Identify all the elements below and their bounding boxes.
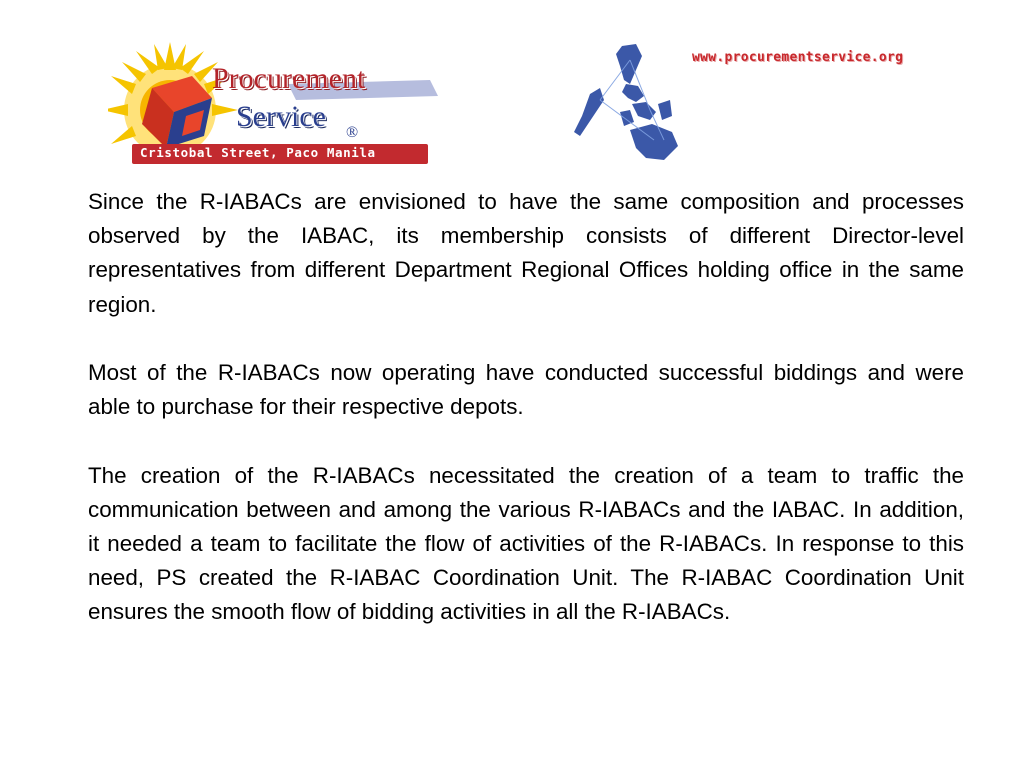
philippines-map-icon (560, 40, 700, 166)
address-text: Cristobal Street, Paco Manila (140, 145, 376, 160)
header-banner (108, 40, 950, 166)
paragraph-coordination-unit: The creation of the R-IABACs necessitated the creation of a team to traffic the communication between and among the various R-IABACs and the IABAC. In addition, it needed a team to facilitate the flow of activities of the R-IABACs. In response to this need, PS created the R-IABAC Coordination Unit. The R-IABAC Coordination Unit ensures the smooth flow of bidding activities in all the R-IABACs. (88, 462, 964, 625)
slide-body (88, 185, 964, 664)
paragraph-membership: Since the R-IABACs are envisioned to have the same composition and processes observed by the IABAC, its membership consists of different Director-level representatives from different Department Regional Offices holding office in the same region. (88, 189, 964, 317)
procurement-service-logo (108, 40, 438, 166)
website-url: www.procurementservice.org (692, 50, 904, 65)
logo-wordmark-procurement: Procurement (212, 62, 366, 95)
registered-mark: ® (346, 124, 359, 141)
paragraph-biddings: Most of the R-IABACs now operating have conducted successful biddings and were able to purchase for their respective depots. (88, 360, 964, 420)
philippines-map-graphic (560, 40, 950, 166)
logo-wordmark-service: Service (236, 100, 326, 133)
